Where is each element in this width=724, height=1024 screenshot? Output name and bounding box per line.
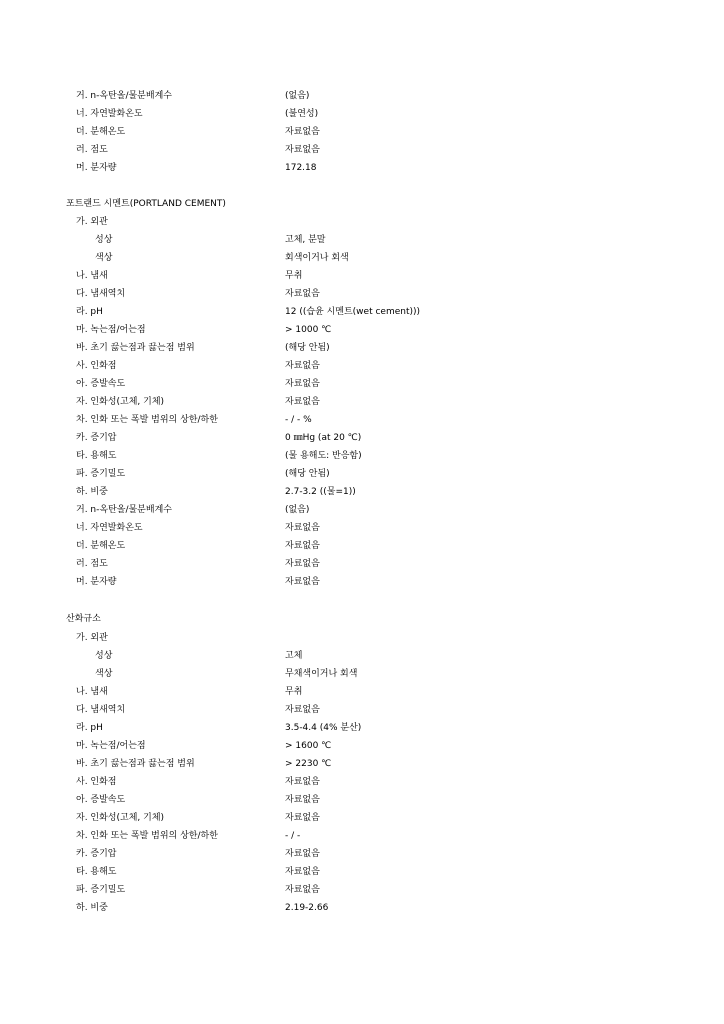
property-label: 나. 냄새: [76, 687, 108, 697]
property-label: 성상: [95, 651, 113, 661]
property-row: [0, 537, 724, 555]
property-label: 거. n-옥탄올/물분배계수: [76, 505, 172, 515]
property-row: [0, 773, 724, 791]
property-value: - / -: [285, 831, 301, 841]
property-label: 마. 녹는점/어는점: [76, 741, 146, 751]
property-label: 타. 용해도: [76, 867, 117, 877]
property-value: 2.7-3.2 ((물=1)): [285, 487, 356, 497]
property-value: 자료없음: [285, 523, 320, 533]
property-value: 자료없음: [285, 559, 320, 569]
property-label: 색상: [95, 669, 113, 679]
property-row: [0, 755, 724, 773]
property-label: 자. 인화성(고체, 기체): [76, 397, 165, 407]
property-label: 가. 외관: [76, 633, 108, 643]
property-value: 2.19-2.66: [285, 903, 329, 913]
property-row: [0, 555, 724, 573]
property-label: 라. pH: [76, 723, 103, 733]
property-label: 파. 증기밀도: [76, 885, 126, 895]
property-label: 바. 초기 끓는점과 끓는점 범위: [76, 759, 195, 769]
property-value: - / - %: [285, 415, 312, 425]
property-row: [0, 483, 724, 501]
property-label: 마. 녹는점/어는점: [76, 325, 146, 335]
property-row: [0, 339, 724, 357]
property-row: [0, 809, 724, 827]
property-label: 러. 점도: [76, 145, 108, 155]
property-row: [0, 285, 724, 303]
property-value: 자료없음: [285, 777, 320, 787]
property-value: (해당 안됨): [285, 469, 330, 479]
property-row: [0, 573, 724, 591]
property-label: 차. 인화 또는 폭발 범위의 상한/하한: [76, 415, 218, 425]
property-value: 고체: [285, 651, 303, 661]
property-label: 머. 분자량: [76, 163, 117, 173]
property-value: (불연성): [285, 109, 319, 119]
property-row: [0, 231, 724, 249]
property-row: [0, 629, 724, 647]
property-row: [0, 665, 724, 683]
property-label: 라. pH: [76, 307, 103, 317]
property-label: 아. 증발속도: [76, 379, 126, 389]
property-row: [0, 213, 724, 231]
property-row: [0, 791, 724, 809]
section-title-silicon-oxide: 산화규소: [66, 614, 101, 624]
property-row: [0, 123, 724, 141]
property-label: 타. 용해도: [76, 451, 117, 461]
property-value: 172.18: [285, 163, 317, 173]
property-row: [0, 159, 724, 177]
property-row: [0, 105, 724, 123]
property-value: 무취: [285, 687, 303, 697]
property-label: 너. 자연발화온도: [76, 523, 143, 533]
silica-properties-list: [0, 629, 724, 917]
property-value: 자료없음: [285, 541, 320, 551]
property-value: 무채색이거나 회색: [285, 669, 358, 679]
property-row: [0, 357, 724, 375]
property-row: [0, 647, 724, 665]
property-value: 0 ㎜Hg (at 20 ℃): [285, 433, 362, 443]
section-title-portland-cement: 포트랜드 시멘트(PORTLAND CEMENT): [66, 199, 226, 209]
property-row: [0, 899, 724, 917]
property-label: 사. 인화점: [76, 777, 117, 787]
property-row: [0, 87, 724, 105]
property-value: 자료없음: [285, 795, 320, 805]
property-value: (물 용해도: 반응함): [285, 451, 362, 461]
property-value: 자료없음: [285, 289, 320, 299]
property-label: 카. 증기압: [76, 433, 117, 443]
portland-properties-list: [0, 213, 724, 591]
property-label: 머. 분자량: [76, 577, 117, 587]
property-value: 자료없음: [285, 379, 320, 389]
property-value: (없음): [285, 91, 310, 101]
property-label: 차. 인화 또는 폭발 범위의 상한/하한: [76, 831, 218, 841]
property-label: 하. 비중: [76, 487, 108, 497]
property-label: 성상: [95, 235, 113, 245]
property-row: [0, 501, 724, 519]
property-label: 카. 증기압: [76, 849, 117, 859]
property-label: 다. 냄새역치: [76, 705, 126, 715]
property-label: 하. 비중: [76, 903, 108, 913]
property-row: [0, 683, 724, 701]
property-row: [0, 249, 724, 267]
property-row: [0, 447, 724, 465]
property-value: (해당 안됨): [285, 343, 330, 353]
property-value: 자료없음: [285, 867, 320, 877]
property-value: 자료없음: [285, 577, 320, 587]
property-value: 고체, 분말: [285, 235, 326, 245]
property-label: 파. 증기밀도: [76, 469, 126, 479]
property-row: [0, 863, 724, 881]
property-value: > 1600 ℃: [285, 741, 332, 751]
property-row: [0, 881, 724, 899]
property-row: [0, 737, 724, 755]
property-value: > 1000 ℃: [285, 325, 332, 335]
property-value: 12 ((습윤 시멘트(wet cement))): [285, 307, 421, 317]
property-label: 자. 인화성(고체, 기체): [76, 813, 165, 823]
property-value: (없음): [285, 505, 310, 515]
property-value: 자료없음: [285, 813, 320, 823]
property-value: 자료없음: [285, 145, 320, 155]
property-row: [0, 827, 724, 845]
top-properties-list: [0, 87, 724, 177]
property-row: [0, 267, 724, 285]
property-value: 회색이거나 회색: [285, 253, 349, 263]
property-label: 가. 외관: [76, 217, 108, 227]
property-label: 색상: [95, 253, 113, 263]
property-row: [0, 393, 724, 411]
property-row: [0, 465, 724, 483]
property-row: [0, 701, 724, 719]
property-row: [0, 321, 724, 339]
property-value: > 2230 ℃: [285, 759, 332, 769]
property-value: 자료없음: [285, 705, 320, 715]
property-label: 더. 분해온도: [76, 541, 126, 551]
property-row: [0, 519, 724, 537]
property-row: [0, 429, 724, 447]
property-row: [0, 719, 724, 737]
property-value: 3.5-4.4 (4% 분산): [285, 723, 362, 733]
property-label: 더. 분해온도: [76, 127, 126, 137]
property-row: [0, 845, 724, 863]
property-label: 러. 점도: [76, 559, 108, 569]
property-label: 나. 냄새: [76, 271, 108, 281]
property-value: 자료없음: [285, 361, 320, 371]
property-value: 자료없음: [285, 397, 320, 407]
property-row: [0, 141, 724, 159]
property-value: 무취: [285, 271, 303, 281]
property-value: 자료없음: [285, 127, 320, 137]
property-value: 자료없음: [285, 885, 320, 895]
property-value: 자료없음: [285, 849, 320, 859]
property-row: [0, 375, 724, 393]
property-label: 너. 자연발화온도: [76, 109, 143, 119]
property-row: [0, 303, 724, 321]
property-label: 바. 초기 끓는점과 끓는점 범위: [76, 343, 195, 353]
property-label: 아. 증발속도: [76, 795, 126, 805]
property-label: 사. 인화점: [76, 361, 117, 371]
property-label: 거. n-옥탄올/물분배계수: [76, 91, 172, 101]
property-row: [0, 411, 724, 429]
property-label: 다. 냄새역치: [76, 289, 126, 299]
